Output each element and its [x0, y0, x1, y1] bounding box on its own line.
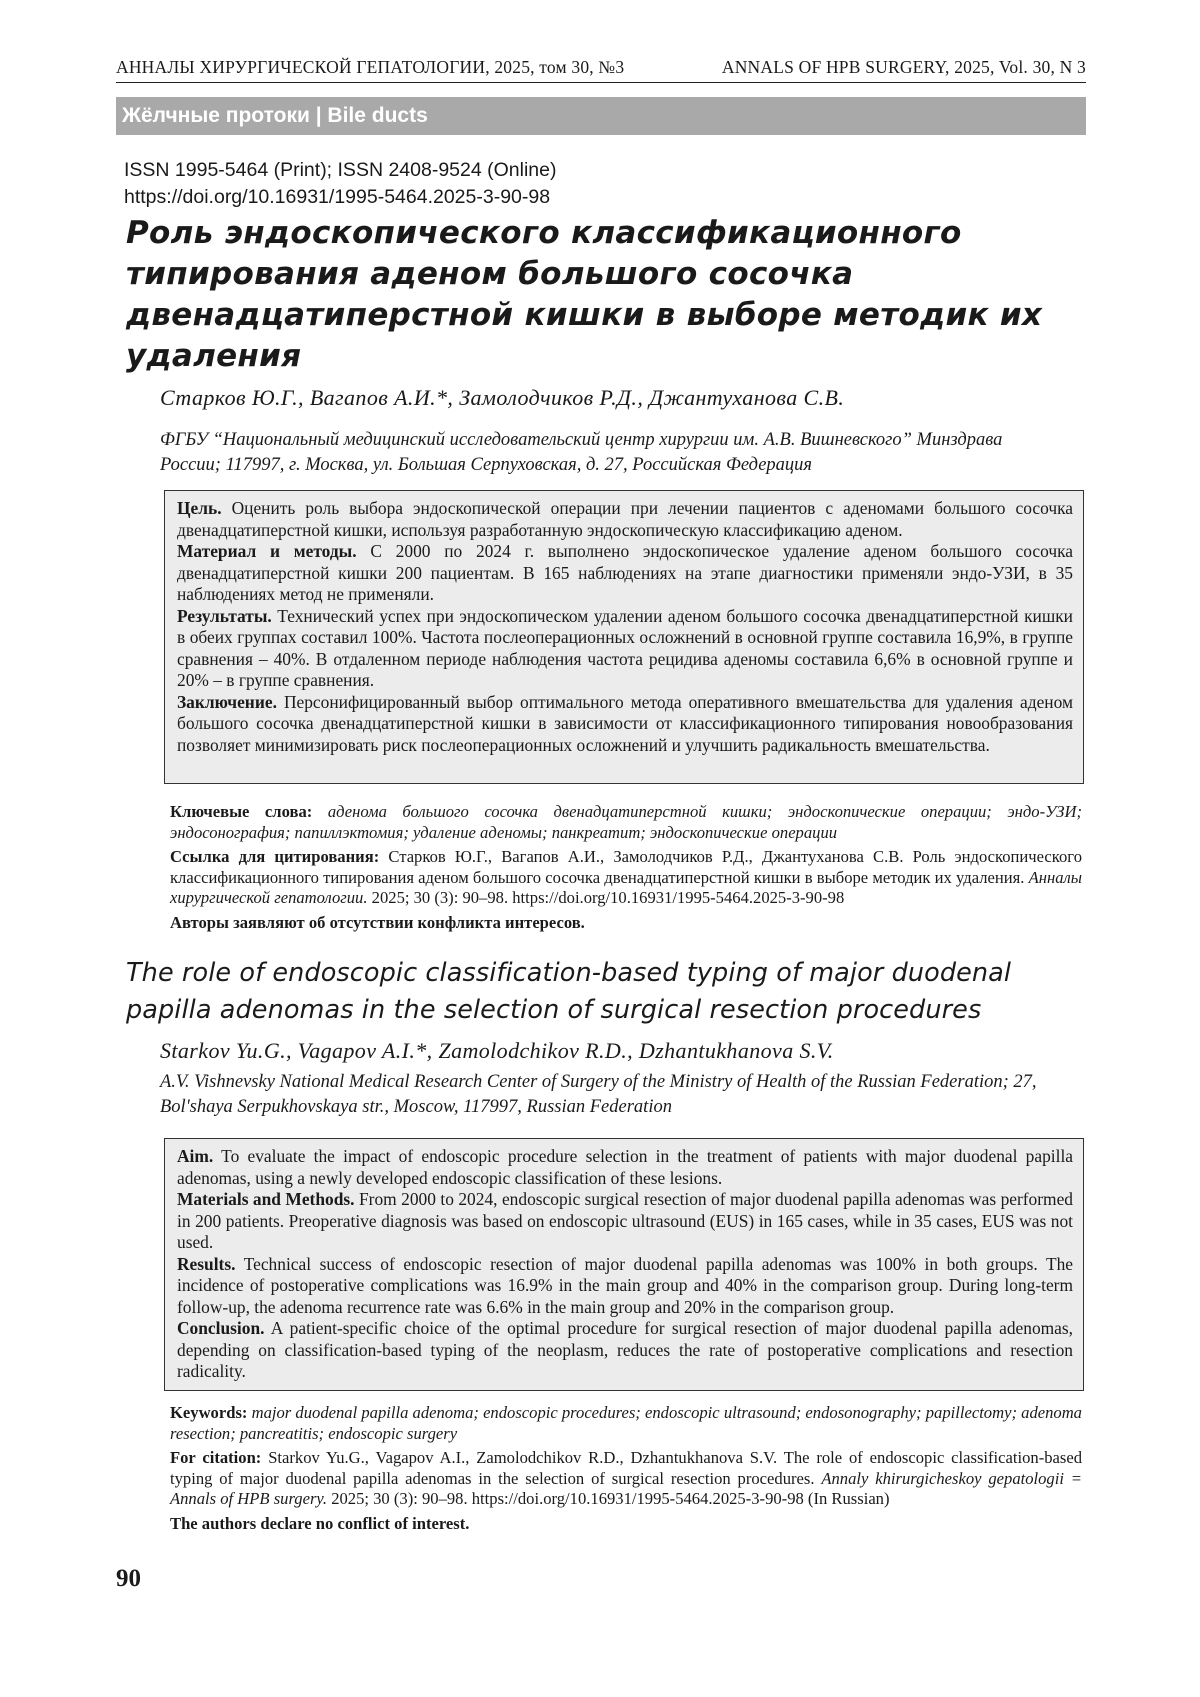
abstract-methods-ru: Материал и методы. С 2000 по 2024 г. выполнено эндоскопическое удаление аденом большого сосочка двенадцатиперстной кишки 200 пациентам. В 165 наблюдениях на этапе диагностики применяли эндо-УЗИ, в 35 наблюдениях метод не применяли.	[177, 541, 1073, 606]
authors-ru: Старков Ю.Г., Вагапов А.И.*, Замолодчиков Р.Д., Джантуханова С.В.	[160, 385, 844, 411]
article-meta-ru	[170, 802, 1082, 937]
keywords-ru: Ключевые слова: аденома большого сосочка двенадцатиперстной кишки; эндоскопические операции; эндо-УЗИ; эндосонография; папиллэктомия; удаление аденомы; панкреатит; эндоскопические операции	[170, 802, 1082, 843]
abstract-conclusion-en: Conclusion. A patient-specific choice of the optimal procedure for surgical resection of major duodenal papilla adenomas, depending on classification-based typing of the neoplasm, reduces the rate of postoperative complications and resection radicality.	[177, 1318, 1073, 1383]
authors-en: Starkov Yu.G., Vagapov A.I.*, Zamolodchikov R.D., Dzhantukhanova S.V.	[160, 1038, 834, 1064]
issn-line: ISSN 1995-5464 (Print); ISSN 2408-9524 (Online)	[124, 157, 556, 184]
journal-title-en: ANNALS OF HPB SURGERY, 2025, Vol. 30, N 3	[722, 57, 1086, 78]
citation-ru: Ссылка для цитирования: Старков Ю.Г., Вагапов А.И., Замолодчиков Р.Д., Джантуханова С.В. Роль эндоскопического классификационного типирования аденом большого сосочка двенадцатиперстной кишки в выборе методик их удаления. Анналы хирургической гепатологии. 2025; 30 (3): 90–98. https://doi.org/10.16931/1995-5464.2025-3-90-98	[170, 847, 1082, 909]
citation-en: For citation: Starkov Yu.G., Vagapov A.I., Zamolodchikov R.D., Dzhantukhanova S.V. The role of endoscopic classification-based typing of major duodenal papilla adenomas in the selection of surgical resection procedures. Annaly khirurgicheskoy gepatologii = Annals of HPB surgery. 2025; 30 (3): 90–98. https://doi.org/10.16931/1995-5464.2025-3-90-98 (In Russian)	[170, 1448, 1082, 1510]
identifiers	[124, 157, 556, 211]
section-banner: Жёлчные протоки | Bile ducts	[116, 97, 1086, 135]
abstract-conclusion-ru: Заключение. Персонифицированный выбор оптимального метода оперативного вмешательства для удаления аденом большого сосочка двенадцатиперстной кишки в зависимости от классификационного типирования новообразования позволяет минимизировать риск послеоперационных осложнений и улучшить радикальность вмешательства.	[177, 692, 1073, 757]
running-head	[116, 57, 1086, 78]
affiliation-ru: ФГБУ “Национальный медицинский исследовательский центр хирургии им. А.В. Вишневского” Минздрава России; 117997, г. Москва, ул. Большая Серпуховская, д. 27, Российская Федерация	[160, 428, 1060, 478]
header-divider	[116, 82, 1086, 83]
doi-line[interactable]: https://doi.org/10.16931/1995-5464.2025-3-90-98	[124, 184, 556, 211]
abstract-results-en: Results. Technical success of endoscopic resection of major duodenal papilla adenomas was 100% in both groups. The incidence of postoperative complications was 16.9% in the main group and 40% in the comparison group. During long-term follow-up, the adenoma recurrence rate was 6.6% in the main group and 20% in the comparison group.	[177, 1254, 1073, 1319]
abstract-en	[164, 1138, 1084, 1391]
abstract-results-ru: Результаты. Технический успех при эндоскопическом удалении аденом большого сосочка двенадцатиперстной кишки в обеих группах составил 100%. Частота послеоперационных осложнений в основной группе составила 16,9%, в группе сравнения – 40%. В отдаленном периоде наблюдения частота рецидива аденомы составила 6,6% в основной группе и 20% – в группе сравнения.	[177, 606, 1073, 692]
abstract-ru	[164, 490, 1084, 784]
abstract-aim-en: Aim. To evaluate the impact of endoscopic procedure selection in the treatment of patients with major duodenal papilla adenomas, using a newly developed endoscopic classification of these lesions.	[177, 1146, 1073, 1189]
article-title-ru: Роль эндоскопического классификационного типирования аденом большого сосочка двенадцатиперстной кишки в выборе методик их удаления	[126, 213, 1076, 377]
abstract-methods-en: Materials and Methods. From 2000 to 2024, endoscopic surgical resection of major duodenal papilla adenomas was performed in 200 patients. Preoperative diagnosis was based on endoscopic ultrasound (EUS) in 165 cases, while in 35 cases, EUS was not used.	[177, 1189, 1073, 1254]
conflict-en: The authors declare no conflict of interest.	[170, 1514, 1082, 1535]
page-number: 90	[116, 1565, 141, 1593]
keywords-en: Keywords: major duodenal papilla adenoma; endoscopic procedures; endoscopic ultrasound; endosonography; papillectomy; adenoma resection; pancreatitis; endoscopic surgery	[170, 1403, 1082, 1444]
abstract-aim-ru: Цель. Оценить роль выбора эндоскопической операции при лечении пациентов с аденомами большого сосочка двенадцатиперстной кишки, используя разработанную эндоскопическую классификацию аденом.	[177, 498, 1073, 541]
affiliation-en: A.V. Vishnevsky National Medical Research Center of Surgery of the Ministry of Health of the Russian Federation; 27, Bol'shaya Serpukhovskaya str., Moscow, 117997, Russian Federation	[160, 1070, 1060, 1120]
article-title-en: The role of endoscopic classification-based typing of major duodenal papilla adenomas in the selection of surgical resection procedures	[126, 955, 1086, 1029]
journal-title-ru: АННАЛЫ ХИРУРГИЧЕСКОЙ ГЕПАТОЛОГИИ, 2025, том 30, №3	[116, 57, 624, 78]
conflict-ru: Авторы заявляют об отсутствии конфликта интересов.	[170, 913, 1082, 934]
article-meta-en	[170, 1403, 1082, 1538]
